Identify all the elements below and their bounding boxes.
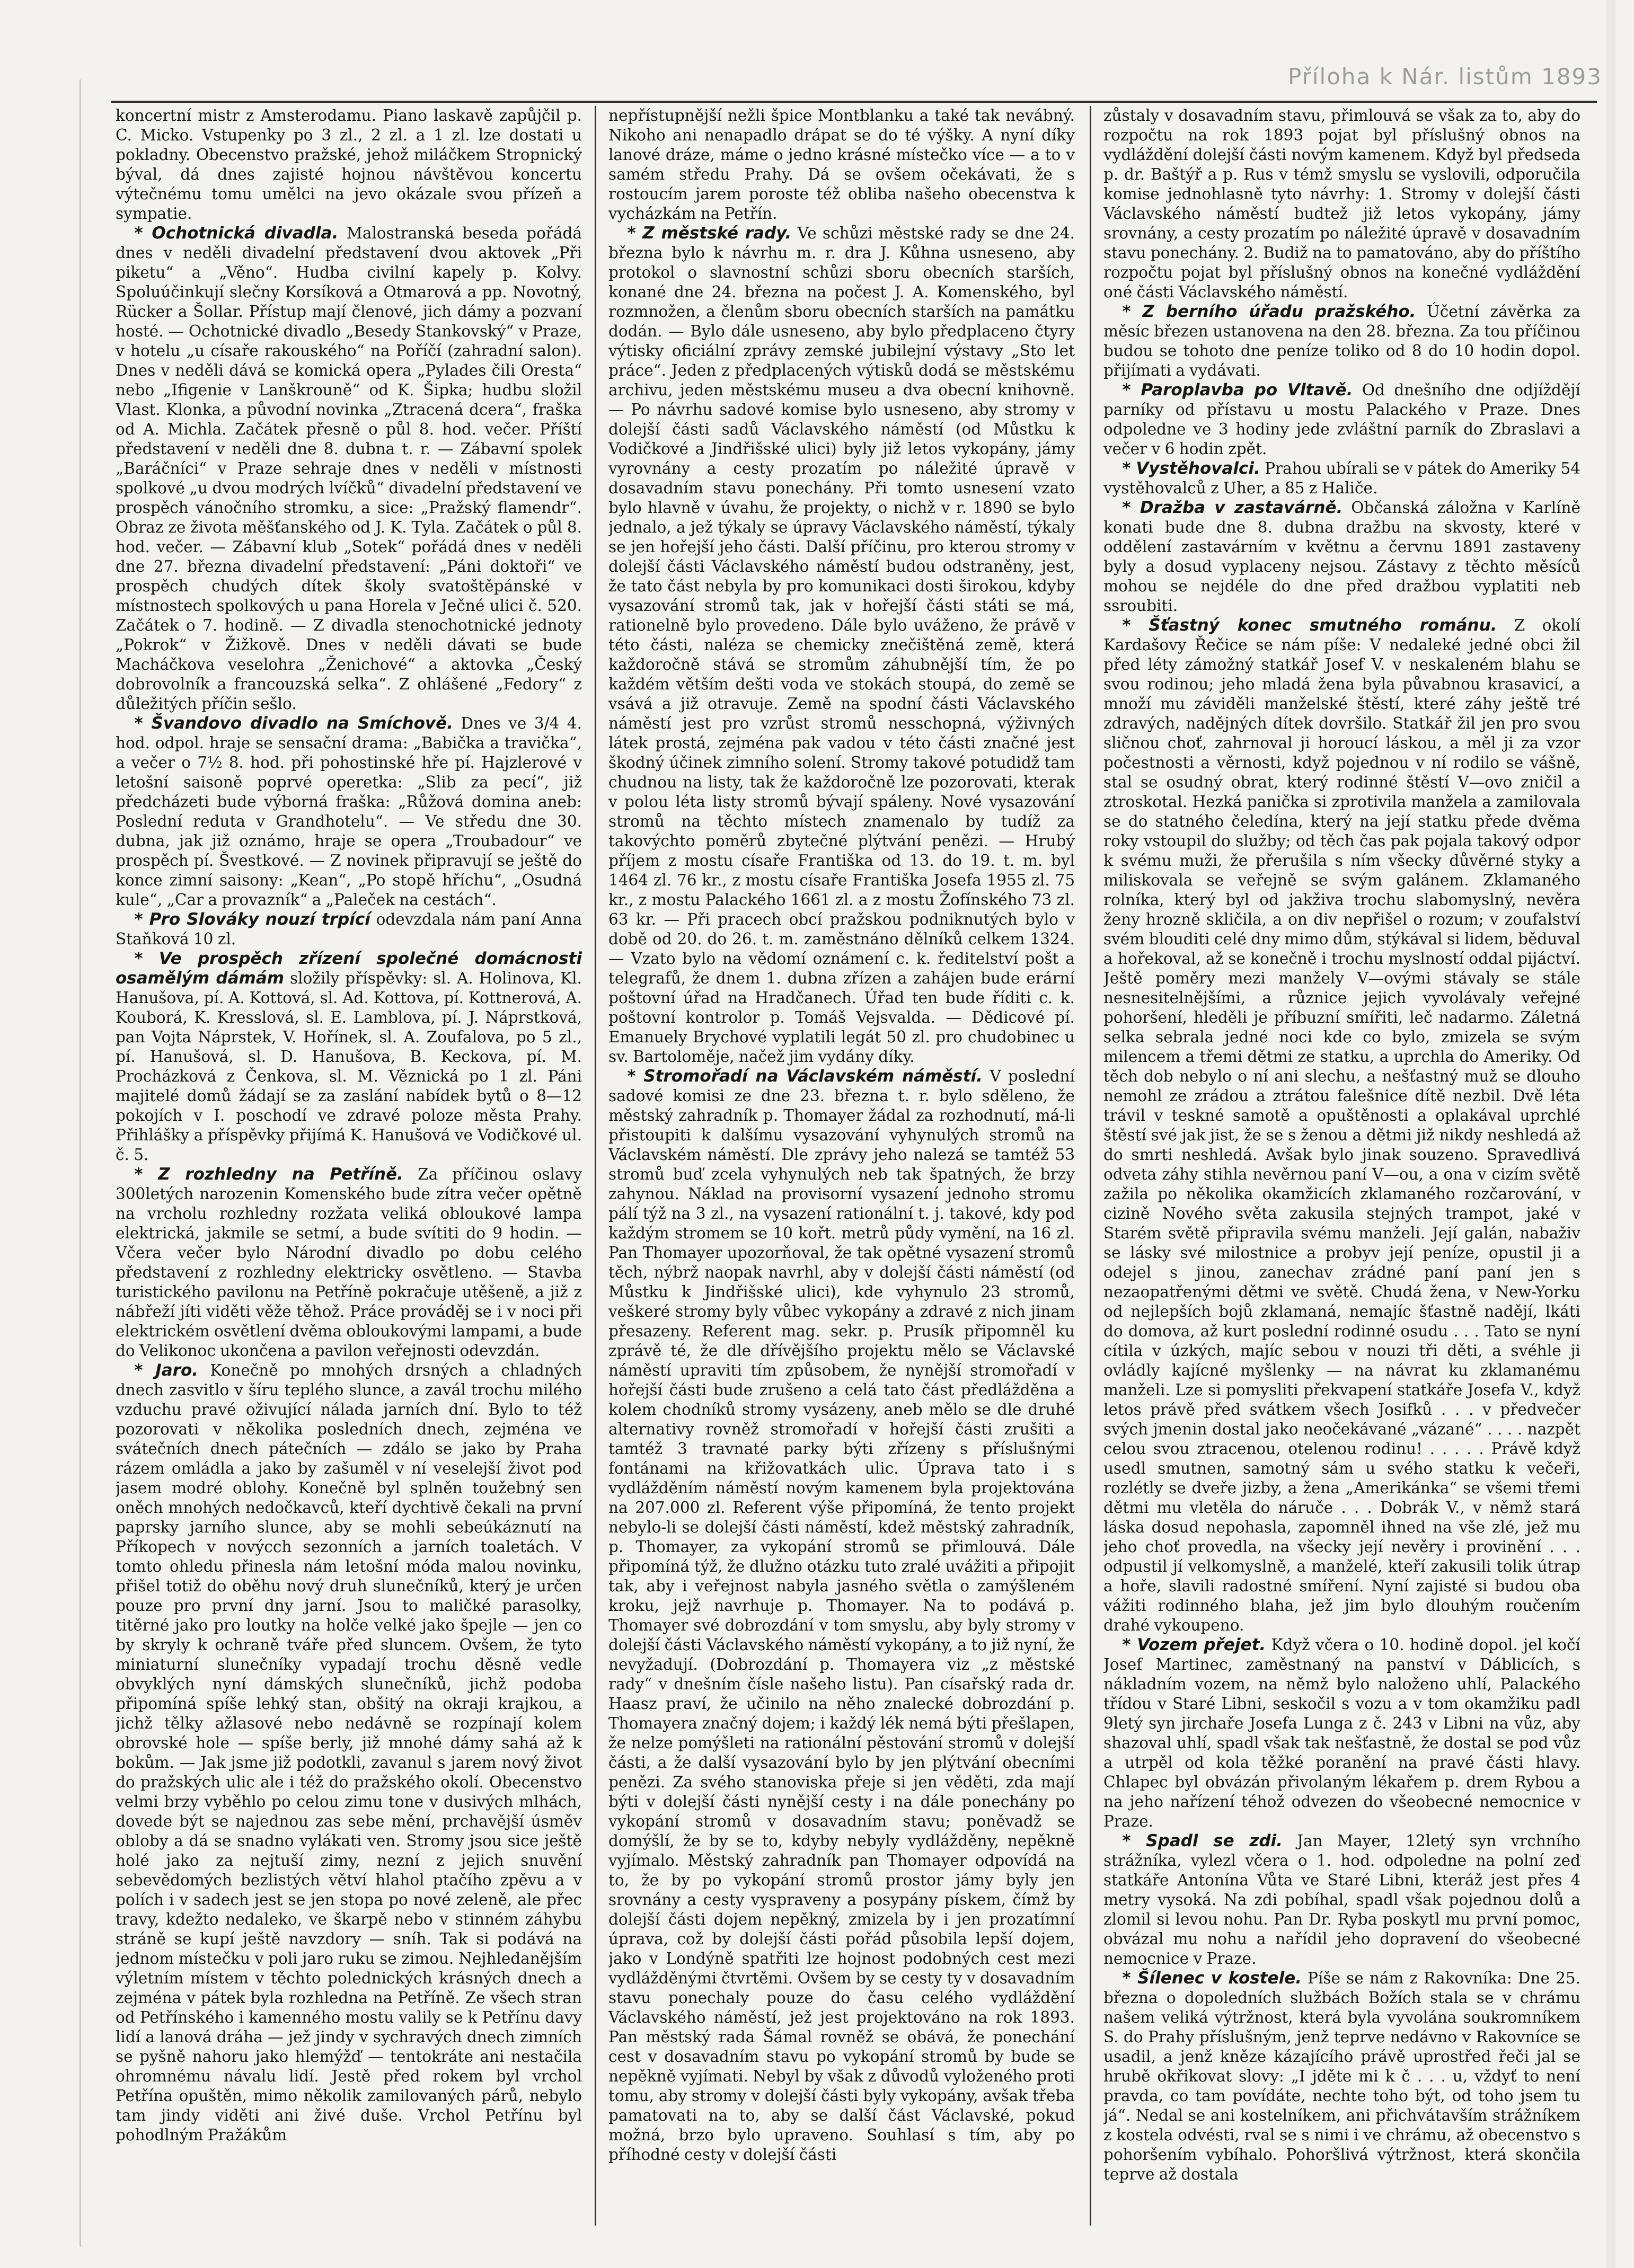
article-body: Prahou ubírali se v pátek do Ameriky 54 vystěhovalců z Uher, a 85 z Haliče. bbox=[1103, 459, 1580, 497]
article-headline: * Z městské rady. bbox=[627, 224, 792, 243]
article-body: Konečně po mnohých drsných a chladných dnech zasvitlo v šíru teplého slunce, a zavál trochu milého vzduchu pravé oživující nálada jarních dní. Bylo to též pozorovati v několika posledních dnech, zejména ve svátečních dnech pátečních — zdálo se jako by Praha rázem omládla a jako by zašuměl v ní veselejší život pod jasem modré oblohy. Konečně byl splněn toužebný sen oněch mnohých nedočkavců, kteří dychtivě čekali na první paprsky jarního slunce, aby se mohli sebeúkáznutí na Příkopech v novýcch sezonních a jarních toaletách. V tomto ohledu přinesla nám letošní móda malou novinku, přišel totiž do oběhu nový druh slunečníků, který je určen pouze pro první dny jarní. Jsou to maličké parasolky, titěrné jako pro loutky na holče velké jako špejle — jen co by skryly k ochraně tváře před sluncem. Ovšem, že tyto miniaturní slunečníky vypadají trochu děsně vedle obvyklých nyní dámských slunečníků, jichž podoba připomíná spíše lehký stan, obšitý na okraji krajkou, a jichž tělky ažlasové nebo nedávně se rozpínají kolem obrovské hole — spíše berly, již mnohé dámy sahá až k bokům. — Jak jsme již podotkli, zavanul s jarem nový život do pražských ulic ale i též do pražského okolí. Obecenstvo velmi brzy vyběhlo po celou zimu tone v dusivých mlhách, dovede být se najednou zas sebe mění, prchavější úsměv obloby a dá se snadno vylákati ven. Stromy jsou sice ještě holé jako za nejtuší zimy, nezní z jejich snuvění sebevědomých bezlistých větví hlahol ptačího zpěvu a v polích i v sadech jest se jen stopa po nové zeleně, ale přec travy, kdežto nedaleko, ve škarpě nebo v stinném záhybu stráně se kupí ještě navzdory — sníh. Tak si podává na jednom místečku v poli jaro ruku se zimou. Nejhledanějším výletním místem v těchto polednických krásných dnech a zejména v pátek byla rozhledna na Petříně. Ze všech stran od Petřínského i kamenného mostu valily se k Petřínu davy lidí a lanová dráha — jež jindy v sychravých dnech zimních se pyšně nahoru jako hlemýžď — tentokráte ani nestačila ohromnému návalu lidí. Jestě před rokem byl vrchol Petřína opuštěn, mimo několik zamilovaných párů, nebylo tam jindy viděti ani živé duše. Vrchol Petřínu byl pohodlným Pražákům bbox=[116, 1361, 582, 2144]
news-article bbox=[116, 949, 582, 1165]
article-headline: * Spadl se zdi. bbox=[1122, 1831, 1283, 1850]
article-headline: * Stromořadí na Václavském náměstí. bbox=[627, 1067, 983, 1086]
column-1 bbox=[116, 106, 582, 2226]
news-article bbox=[1103, 1831, 1580, 1969]
column-3 bbox=[1103, 106, 1580, 2226]
news-article bbox=[1103, 1635, 1580, 1831]
article-body: Od dnešního dne odjíždějí parníky od přístavu u mostu Palackého v Praze. Dnes odpoledne ve 3 hodiny jede zvláštní parník do Zbraslavi a večer v 6 hodin zpět. bbox=[1103, 381, 1580, 458]
article-headline: * Z rozhledny na Petříně. bbox=[134, 1165, 403, 1184]
column-divider bbox=[1090, 106, 1091, 2226]
article-body: Ve schůzi městské rady se dne 24. března bylo k návrhu m. r. drа J. Kůhna usneseno, aby protokol o slavnostní schůzi sboru obecních starších, konané dne 24. března na počest J. A. Komenského, byl rozmnožen, a členům sboru obecních starších na památku dodán. — Bylo dále usneseno, aby bylo předplaceno čtyry výtisky oficiální zprávy zemské jubilejní výstavy „Sto let práce“. Jeden z předplacených výtisků dodá se městskému archivu, jeden městskému museu a dva obecní knihovně. — Po návrhu sadové komise bylo usneseno, aby stromy v dolejší části sadů Václavského náměstí (od Můstku k Vodičkové a Jindřišské ulici) byly již letos vykopány, jámy vyrovnány a cesty prozatím po náležité úpravě v dosavadním stavu ponechány. Při tomto usnesení vzato bylo hlavně v úvahu, že projekty, o nichž v r. 1890 se bylo jednalo, a jež týkaly se úpravy Václavského náměstí, týkaly se jen hořejší jeho části. Další příčinu, pro kterou stromy v dolejší části Václavského náměstí budou odstraněny, jest, že tato část nebyla by pro komunikaci dosti širokou, kdyby vysazování stromů tak, jak v hořejší části státi se má, rationelně bylo provedeno. Dále bylo uváženo, že právě v této části, naléza se chemicky znečištěná země, která každoročně stává se stromům záhubnější tím, že po každém větším dešti voda ve stokách stoupá, do země se vsává a již otravuje. Země na spodní části Václavského náměstí jest pro vzrůst stromů nesschopná, výživných látek prostá, zejména pak vadou v této části značné jest škodný účinek zimního solení. Stromy takové potudidž tam chudnou na listy, tak že každoročně lze pozorovati, kterak v polou léta listy stromů bývají spáleny. Nové vysazování stromů na těchto místech znamenalo by tudíž za takovýchto poměrů zbytečné plýtvání penězi. — Hrubý příjem z mostu císaře Františka od 13. do 19. t. m. byl 1464 zl. 76 kr., z mostu císaře Františka Josefa 1955 zl. 75 kr., z mostu Palackého 1661 zl. a z mostu Žofínského 73 zl. 63 kr. — Při pracech obcí pražskou podniknutých bylo v době od 20. do 26. t. m. zaměstnáno dělníků celkem 1324. — Vzato bylo na vědomí oznámení c. k. ředitelství pošt a telegrafů, že dnem 1. dubna zřízen a zahájen bude erární poštovní úřad na Hradčanech. Úřad ten bude říditi c. k. poštovní kontrolor p. Tomáš Vejsvalda. — Dědicové pí. Emanuely Brychové vyplatili legát 50 zl. pro chudobinec u sv. Bartoloměje, načež jim vydány díky. bbox=[608, 224, 1075, 1066]
news-article bbox=[1103, 380, 1580, 459]
article-headline: * Ochotnická divadla. bbox=[134, 224, 339, 243]
article-body: Když včera o 10. hodině dopol. jel kočí Josef Martinec, zaměstnaný na panství v Dáblicích, s nákladním vozem, na němž bylo naloženo uhlí, Palackého třídou v Staré Libni, seskočil s vozu a v tom okamžiku padl 9letý syn jirchaře Josefa Lunga z č. 243 v Libni na vůz, aby shazoval uhlí, spadl však tak nešťastně, že dostal se pod vůz a utrpěl od kola těžké poranění na pravé části hlavy. Chlapec byl obvázán přivolaným lékařem p. drem Rybou a na jeho nařízení téhož odvezen do všeobecné nemocnice v Praze. bbox=[1103, 1636, 1580, 1830]
article-headline: * Švandovo divadlo na Smíchově. bbox=[134, 714, 453, 733]
column-2 bbox=[608, 106, 1075, 2226]
news-article bbox=[1103, 498, 1580, 616]
article-paragraph bbox=[116, 1165, 582, 1361]
article-paragraph bbox=[1103, 106, 1580, 302]
article-body: Malostranská beseda pořádá dnes v neděli divadelní představení dvou aktovek „Při piketu“ a „Věno“. Hudba civilní kapely p. Kolvy. Spoluúčinkují slečny Korsíková a Otmarová a pp. Novotný, Rücker a Šollar. Přístup mají členové, jich dámy a pozvaní hosté. — Ochotnické divadlo „Besedy Stankovský“ v Praze, v hotelu „u císaře rakouského“ na Poříčí (zahradní salon). Dnes v neděli dává se komická opera „Pylades čili Oresta“ nebo „Ifigenie v Lanškrouně“ od K. Šipka; hudbu složil Vlast. Klonka, a původní novinka „Ztracená dcera“, fraška od A. Michla. Začátek přesně o půl 8. hod. večer. Příští představení v neděli dne 8. dubna t. r. — Zábavní spolek „Baráčníci“ v Praze sehraje dnes v neděli v místnosti spolkové „u dvou modrých lvíčků“ divadelní představení ve prospěch vánočního stromku, a sice: „Pražský flamendr“. Obraz ze života měšťanského od J. K. Tyla. Začátek o půl 8. hod. večer. — Zábavní klub „Sotek“ pořádá dnes v neděli dne 27. března divadelní představení: „Páni doktoři“ ve prospěch chudých dítek školy svatoštěpánské v místnostech spolkových u pana Horela v Ječné ulici č. 520. Začátek o 7. hodině. — Z divadla stenochotnické jednoty „Pokrok“ v Žižkově. Dnes v neděli dávati se bude Macháčkova veselohra „Ženichové“ a aktovka „Český dobrovolník a francouzská selka“. Z ohlášené „Fedory“ z důležitých příčin sešlo. bbox=[116, 224, 582, 713]
article-body: Dnes ve 3/4 4. hod. odpol. hraje se sensační drama: „Babička a travička“, a večer o 7½ 8. hod. při pohostinské hře pí. Hajzlerové v letošní saisoně poprvé operetka: „Slib za pecí“, již předcházeti bude výborná fraška: „Růžová domina aneb: Poslední reduta v Grandhotelu“. — Ve středu dne 30. dubna, jak již oznámo, hraje se opera „Troubadour“ ve prospěch pí. Švestkové. — Z novinek připravují se ještě do konce zimní saisony: „Kean“, „Po stopě hříchu“, „Osudná kule“, „Car a provazník“ a „Paleček na cestách“. bbox=[116, 714, 582, 909]
article-body: Občanská záložna v Karlíně konati bude dne 8. dubna dražbu na skvosty, které v oddělení zastavárním v květnu a červnu 1891 zastaveny byly a dosud vyplaceny nejsou. Zástavy z těchto měsíců mohou se nejdéle do dne před dražbou vyplatiti neb ssroubiti. bbox=[1103, 499, 1580, 615]
article-body: Píše se nám z Rakovníka: Dne 25. března o dopoledních službách Božích stala se v chrámu našem veliká výtržnost, která byla vyvolána soukromníkem S. do Prahy příslušným, jenž teprve nedávno v Rakovníce se usadil, a jenž kněze kázajícího právě uprostřed řeči jal se hrubě okřikovat slovy: „I jděte mi k č . . . u, vždyť to není pravda, co tam povídáte, nechte toho být, od toho jsem tu já“. Nedal se ani kostelníkem, ani přichvátavším strážníkem z kostela odvésti, rval se s nimi i ve chrámu, až obecenstvo s pohoršením vybíhalo. Pohoršlivá výtržnost, která skončila teprve až dostala bbox=[1103, 1969, 1580, 2183]
article-paragraph bbox=[608, 106, 1075, 224]
article-body: zůstaly v dosavadním stavu, přimlouvá se však za to, aby do rozpočtu na rok 1893 pojat byl příslušný obnos na vydláždění dolejší části novým kamenem. Když byl předseda p. dr. Baštýř a p. Rus v témž smyslu se vyslovili, odporučila komise jednohlasně tyto návrhy: 1. Stromy v dolejší části Václavského náměstí budtež již letos vykopány, jámy srovnány, a cesty prozatím po náležité úpravě v dosavadním stavu ponechány. 2. Budiž na to pamatováno, aby do příštího rozpočtu pojat byl příslušný obnos na konečné vydláždění oné části Václavského náměstí. bbox=[1103, 107, 1580, 301]
article-paragraph bbox=[1103, 616, 1580, 1635]
article-paragraph bbox=[1103, 459, 1580, 498]
scan-edge-left bbox=[80, 79, 81, 2247]
news-article bbox=[116, 1361, 582, 2145]
news-article bbox=[116, 106, 582, 224]
article-body: Jan Mayer, 12letý syn vrchního strážníka, vylezl včera o 1. hod. odpoledne na polní zeď statkáře Antonína Vůta ve Staré Libni, kteráž jest přes 4 metry vysoká. Na zdi pobíhal, spadl však pojednou dolů a zlomil si levou nohu. Pan Dr. Ryba poskytl mu první pomoc, obvázal mu nohu a nařídil jeho dopravení do všeobecné nemocnice v Praze. bbox=[1103, 1832, 1580, 1968]
article-paragraph bbox=[1103, 1969, 1580, 2184]
article-body: Účetní závěrka za měsíc březen ustanovena na den 28. března. Za tou příčinou budou se tohoto dne peníze toliko od 8 do 10 hodin dopol. přijímati a vydávati. bbox=[1103, 303, 1580, 379]
article-body: koncertní mistr z Amsterodamu. Piano laskavě zapůjčil p. C. Micko. Vstupenky po 3 zl., 2 zl. a 1 zl. lze dostati u pokladny. Obecenstvo pražské, jehož miláčkem Stropnický býval, dá dnes zajisté hojnou návštěvou koncertu výtečnému tomu umělci na jevo okázale svou přízeň a sympatie. bbox=[116, 107, 582, 223]
news-article bbox=[1103, 616, 1580, 1635]
article-paragraph bbox=[116, 224, 582, 714]
article-headline: * Jaro. bbox=[134, 1361, 199, 1380]
article-headline: * Vozem přejet. bbox=[1122, 1635, 1266, 1654]
supplement-stamp: Příloha k Nár. listům 1893 bbox=[1288, 64, 1602, 90]
news-article bbox=[1103, 1969, 1580, 2184]
article-body: složily příspěvky: sl. A. Holinova, Kl. Hanušova, pí. A. Kottová, sl. Ad. Kottova, pí. Kottnerová, A. Kouborá, K. Kresslová, sl. E. Lamblova, pí. J. Náprstková, pan Vojta Náprstek, V. Hořínek, sl. A. Zoufalova, po 5 zl., pí. Hanušová, sl. D. Hanušova, B. Keckova, pí. M. Procházková z Čenkova, sl. M. Věznická po 1 zl. Páni majitelé domů žádají se za zaslání nabídek bytů o 8—12 pokojích v I. poschodí ve zdravé poloze města Prahy. Přihlášky a příspěvky přijímá K. Hanušová ve Vodičkové ul. č. 5. bbox=[116, 969, 582, 1164]
article-body: Z okolí Kardašovy Řečice se nám píše: V nedaleké jedné obci žil před léty zámožný statkář Josef V. v neskaleném blahu se svou rodinou; jeho mladá žena byla půvabnou krasavicí, a množí mu záviděli manželské štěstí, které záhy ještě tré zdravých, nadějných dítek dovršilo. Statkář žil jen pro svou sličnou choť, zahrnoval ji horoucí láskou, a měl ji za vzor počestnosti a věrnosti, když pojednou v ní rodilo se vášně, stal se osudný obrat, který rodinné štěstí V—ovo zničil a ztroskotal. Hezká panička si zprotivila manžela a zamilovala se do statného čeledína, který na její statku přede dvěma roky vstoupil do služby; od těch čas pak pojala takový odpor k svému muži, že přerušila s ním všecky důvěrné styky a miliskovala se veřejně se svým galánem. Zklamaného rolníka, který byl od jakživa trochu slabomyslný, nevěra ženy hrozně skličila, a on div nepřišel o rozum; v zoufalství svém blouditi celé dny mimo dům, stýkával si lidem, běduval a hořekoval, až se konečně i trochu myslností oddal pijáctví. Ještě poměry mezi manžely V—ovými stávaly se stále nesnesitelnějšími, a různice jejich vyvolávaly veřejné pohoršení, hleděli je příbuzní smířiti, leč nadarmo. Záletná selka sebrala jedné noci kde co bylo, zmizela se svým milencem a třemi dětmi ze statku, a uprchla do Ameriky. Od těch dob nebylo o ní ani slechu, a nešťastný muž se dlouho nemohl ze zrádou a ztrátou falešnice dítě nezbil. Dvě léta trávil v teskné samotě a opuštěnosti a oplakával uprchlé štěstí své jak jist, že se s ženou a dětmi již nikdy neshledá až do smrti neshledá. Avšak bylo jinak souzeno. Spravedlivá odveta záhy stihla nevěrnou paní V—ou, a ona v cizím světě zažila po několika okamžicích zklamaného rozčarování, v cizině Nového světa zakusila stejných trampot, jaké v Starém světě připravila svému manželi. Její galán, nabaživ se lásky své milostnice a probyv její peníze, opustil ji a odejel s jinou, zanechav zrádné paní paní jen s nezaopatřenými dětmi ve světě. Chudá žena, v New-Yorku od nejlepších bojů zklamaná, nemajíc šťastně nadějí, lkáti do domova, až kurt poslední rodinné osudu . . . Tato se nyní cítila v úzkých, majíc sebou v nouzi tři děti, a svéhle ji ovládly kajícné myšlenky — na návrat ku zklamanému manželi. Lze si pomysliti překvapení statkáře Josefa V., když letos právě před svátkem všech Josifků . . . v předvečer svých jmenin dostal jako neočekávané „vázané“ . . . . nazpět celou svou ztracenou, otelenou rodinu! . . . . . Právě když usedl smutnen, samotný sám u svého statku k večeři, rozlétly se dveře jizby, a žena „Amerikánka“ se všemi třemi dětmi mu vletěla do náruče . . . Dobrák V., v němž stará láska dosud nepohasla, zapomněl ihned na vše zlé, jež mu jeho choť provedla, na všecky její nevěry i provinění . . . odpustil jí velkomyslně, a manželé, kteří zakusili tolik útrap a hoře, slavili radostné smíření. Nyní zajisté si budou oba vážiti rodinného blaha, jež jim bylo dlouhým roučením drahé vykoupeno. bbox=[1103, 616, 1580, 1634]
news-article bbox=[1103, 106, 1580, 302]
article-headline: * Dražba v zastavárně. bbox=[1122, 498, 1343, 517]
article-headline: * Šťastný konec smutného románu. bbox=[1122, 616, 1497, 635]
article-headline: * Ve prospěch zřízení společné domácnosti osamělým dámám bbox=[116, 949, 582, 988]
column-divider bbox=[595, 106, 596, 2226]
article-paragraph bbox=[1103, 498, 1580, 616]
article-paragraph bbox=[1103, 1635, 1580, 1831]
article-headline: * Z berního úřadu pražského. bbox=[1122, 302, 1416, 321]
article-paragraph bbox=[116, 910, 582, 949]
news-article bbox=[116, 224, 582, 714]
news-article bbox=[1103, 459, 1580, 498]
article-paragraph bbox=[1103, 1831, 1580, 1969]
news-article bbox=[1103, 302, 1580, 380]
news-article bbox=[608, 224, 1075, 1067]
news-article bbox=[116, 714, 582, 910]
article-paragraph bbox=[116, 106, 582, 224]
article-body: odevzdala nám paní Anna Staňková 10 zl. bbox=[116, 910, 582, 948]
article-headline: * Paroplavba po Vltavě. bbox=[1122, 380, 1353, 400]
news-article bbox=[116, 910, 582, 949]
article-body: nepřístupnější nežli špice Montblanku a také tak nevábný. Nikoho ani nenapadlo drápat se do té výšky. A nyní díky lanové dráze, máme o jedno krásné místečko více — a to v samém středu Prahy. Dá se ovšem očekávati, že s rostoucím jarem poroste též obliba našeho obecenstva k vycházkám na Petřín. bbox=[608, 107, 1075, 223]
article-headline: * Vystěhovalci. bbox=[1122, 459, 1260, 478]
article-paragraph bbox=[608, 1067, 1075, 2165]
article-paragraph bbox=[608, 224, 1075, 1067]
article-headline: * Šílenec v kostele. bbox=[1122, 1969, 1302, 1988]
article-paragraph bbox=[116, 1361, 582, 2145]
article-headline: * Pro Slováky nouzí trpící bbox=[134, 910, 370, 929]
article-paragraph bbox=[116, 714, 582, 910]
news-article bbox=[608, 106, 1075, 224]
scan-edge-right bbox=[1606, 0, 1615, 2268]
header-rule bbox=[111, 101, 1597, 103]
article-paragraph bbox=[1103, 302, 1580, 380]
article-paragraph bbox=[1103, 380, 1580, 459]
news-article bbox=[608, 1067, 1075, 2165]
article-body: V poslední sadové komisi ze dne 23. března t. r. bylo sděleno, že městský zahradník p. Thomayer žádal za rozhodnutí, má-li přistoupiti k dalšímu vysazování vyhynulých stromů na Václavském náměstí. Dle zprávy jeho nalezá se tamtéž 53 stromů buď zcela vyhynulých neb tak špatných, že brzy zahynou. Náklad na provisorní vysazení jednoho stromu pálí týž na 3 zl., na vysazení rationální t. j. takové, kdy pod každým stromem se 10 kořt. metrů půdy vymění, na 16 zl. Pan Thomayer upozorňoval, že tak opětné vysazení stromů těch, nýbrž naopak navrhl, aby v dolejší části náměstí (od Můstku k Jindřišské ulici), kde vyhynulo 23 stromů, veškeré stromy byly vůbec vykopány a zdravé z nich jinam přesazeny. Referent mag. sekr. p. Prusík připomněl ku zprávě té, že dle dřívějšího projektu mělo se Václavské náměstí upraviti tím způsobem, že nynější stromořadí v hořejší části bude zrušeno a celá tato část předlážděna a kolem chodníků stromy vysázeny, aneb mělo se dle druhé alternativy rovněž stromořadí v hořejší části zrušiti a tamtéž 3 travnaté parky býti zřízeny s příslušnými fontánami na křižovatkách ulic. Úprava tato i s vydlážděním náměstí novým kamenem byla projektována na 207.000 zl. Referent výše připomíná, že tento projekt nebylo-li se dolejší části náměstí, kdež městský zahradník, p. Thomayer, za vykopání stromů se přimlouvá. Dále připomíná týž, že dlužno otázku tuto zralé uvážiti a připojit tak, aby i veřejnost nabyla jasného světla o zamýšleném kroku, jejž navrhuje p. Thomayer. Na to podává p. Thomayer své dobrozdání v tom smyslu, aby byly stromy v dolejší části Václavského náměstí vykopány, a to již nyní, že nevyžadují. (Dobrozdání p. Thomayera viz „z městské rady“ v dnešním čísle našeho listu). Pan císařský rada dr. Haasz praví, že učinilo na něho znalecké dobrozdání p. Thomayera značný dojem; i každý lék nemá býti přešlapen, že nelze pomýšleti na rationální pěstování stromů v dolejší části, a že další vysazování bylo by jen plýtvání obecními penězi. Za svého stanoviska přeje si jen věděti, zda mají býti v dolejší části nynější cesty i na dále ponechány po vykopání stromů v dosavadním stavu; poněvadž se domýšlí, že by se to, kdyby nebyly vydlážděny, nepěkně vyjímalo. Městský zahradník pan Thomayer odpovídá na to, že by po vykopání stromů prostor jámy byly jen srovnány a cesty vyspraveny a posypány pískem, čímž by dolejší části dojem nepěkný, zmizela by i jen prozatímní úprava, což by dolejší části pořád působila lepší dojem, jako v Londýně spatřiti lze hojnost podobných cest mezi vydlážděnými čtvrtěmi. Ovšem by se cesty ty v dosavadním stavu ponechaly pouze do času celého vydláždění Václavského náměstí, jež jest projektováno na rok 1893. Pan městský rada Šámal rovněž se obává, že ponechání cest v dosavadním stavu po vykopání stromů by bude se nepěkně vyjímati. Nebyl by však z důvodů vyloženého proti tomu, aby stromy v dolejší části byly vykopány, avšak třeba pamatovati na to, aby se další část Václavské, pokud možná, brzo bylo upraveno. Souhlasí s tím, aby po příhodné cesty v dolejší části bbox=[608, 1067, 1075, 2164]
news-article bbox=[116, 1165, 582, 1361]
article-body: Za příčinou oslavy 300letých narozenin Komenského bude zítra večer opětně na vrcholu rozhledny rozžata veliká obloukové lampa elektrická, jakmile se setmí, a bude svítiti do 9 hodin. — Včera večer bylo Národní divadlo po dobu celého představení z rozhledny elektricky osvětleno. — Stavba turistického pavilonu na Petříně pokračuje utěšeně, a již z nábřeží jíti viděti věže těhož. Práce prováděj se i v noci při elektrickém osvětlení dvěma obloukovými lampami, a bude do Velikonoc ukončena a pavilon veřejnosti odevzdán. bbox=[116, 1165, 582, 1360]
article-paragraph bbox=[116, 949, 582, 1165]
